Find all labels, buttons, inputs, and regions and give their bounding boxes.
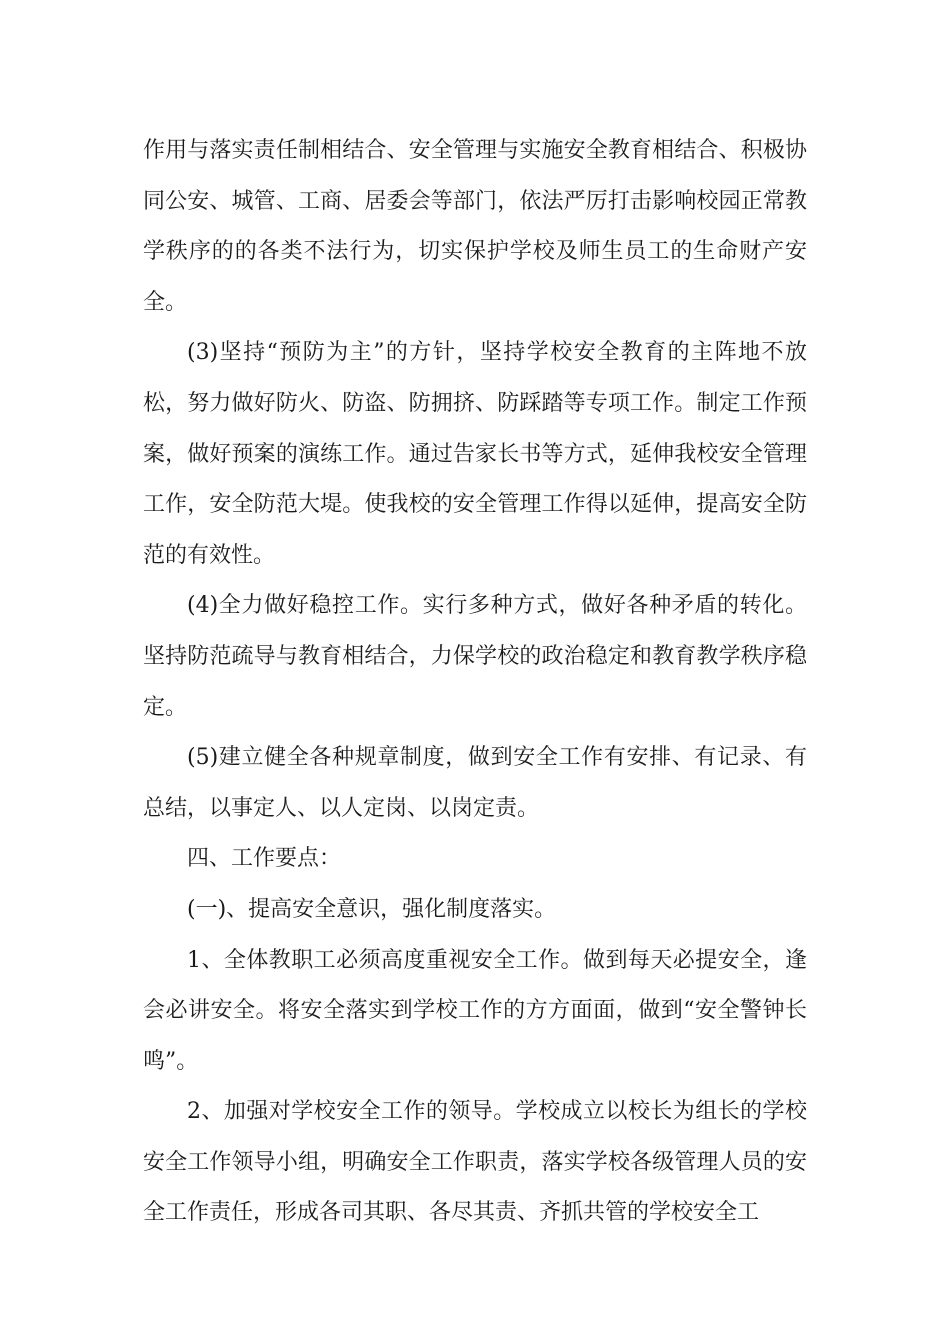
section-heading-work-points: 四、工作要点： <box>187 846 342 872</box>
paragraph-item-3: (3)坚持“预防为主”的方针，坚持学校安全教育的主阵地不放松，努力做好防火、防盗、防拥挤、防踩踏等专项工作。制定工作预案，做好预案的演练工作。通过告家长书等方式，延伸我校安全管理工作，安全防范大堤。使我校的安全管理工作得以延伸，提高安全防范的有效性。 <box>143 340 807 568</box>
paragraph-point-1: 1、全体教职工必须高度重视安全工作。做到每天必提安全，逢会必讲安全。将安全落实到学校工作的方方面面，做到“安全警钟长鸣”。 <box>143 947 807 1074</box>
subsection-heading-1: (一)、提高安全意识，强化制度落实。 <box>187 896 557 922</box>
document-body <box>143 126 807 1239</box>
paragraph-item-4: (4)全力做好稳控工作。实行多种方式，做好各种矛盾的转化。坚持防范疏导与教育相结合，力保学校的政治稳定和教育教学秩序稳定。 <box>143 593 807 720</box>
paragraph-item-5: (5)建立健全各种规章制度，做到安全工作有安排、有记录、有总结，以事定人、以人定岗、以岗定责。 <box>143 745 807 821</box>
paragraph-point-2: 2、加强对学校安全工作的领导。学校成立以校长为组长的学校安全工作领导小组，明确安全工作职责，落实学校各级管理人员的安全工作责任，形成各司其职、各尽其责、齐抓共管的学校安全工 <box>143 1099 807 1226</box>
paragraph-continuation: 作用与落实责任制相结合、安全管理与实施安全教育相结合、积极协同公安、城管、工商、居委会等部门，依法严厉打击影响校园正常教学秩序的的各类不法行为，切实保护学校及师生员工的生命财产安全。 <box>143 138 807 315</box>
